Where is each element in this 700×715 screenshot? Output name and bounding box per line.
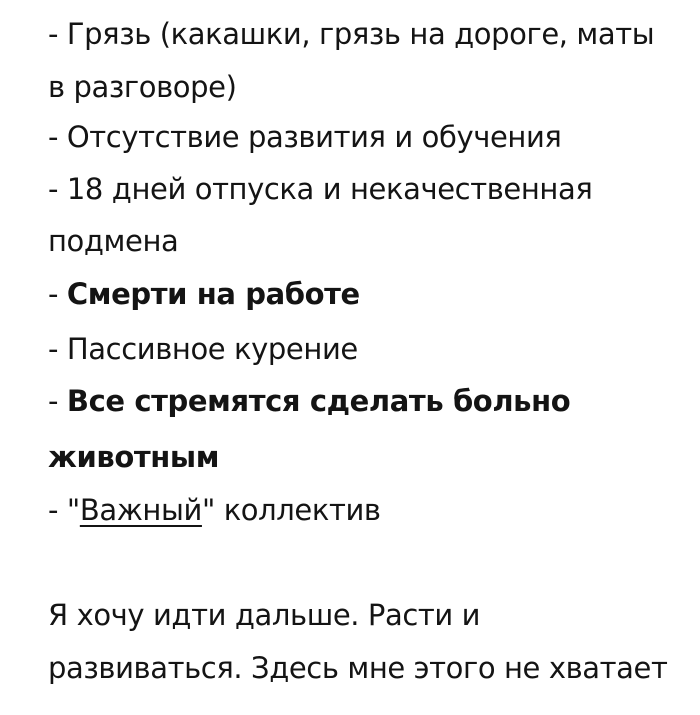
- list-item-no-development: - Отсутствие развития и обучения: [48, 120, 562, 154]
- list-item-animals-continued: животным: [48, 440, 220, 474]
- list-item-deaths-bold-text: Смерти на работе: [66, 277, 360, 311]
- paragraph-line-2: развиваться. Здесь мне этого не хватает: [48, 651, 668, 685]
- list-item-passive-smoking: - Пассивное курение: [48, 332, 358, 366]
- list-item-collective-suffix: " коллектив: [201, 493, 381, 527]
- list-item-dirt: - Грязь (какашки, грязь на дороге, маты: [48, 17, 655, 51]
- list-item-vacation: - 18 дней отпуска и некачественная: [48, 172, 593, 206]
- list-item-collective: [48, 490, 381, 530]
- paragraph-line-1: Я хочу идти дальше. Расти и: [48, 598, 481, 632]
- list-item-animals: [48, 381, 570, 421]
- underlined-word: Важный: [79, 493, 202, 527]
- list-item-prefix: - ": [48, 493, 80, 527]
- list-item-prefix: -: [48, 384, 67, 418]
- list-item-vacation-continued: подмена: [48, 224, 179, 258]
- list-item-deaths: [48, 274, 360, 314]
- list-item-animals-bold-text: Все стремятся сделать больно: [66, 384, 571, 418]
- list-item-prefix: -: [48, 277, 67, 311]
- list-item-dirt-continued: в разговоре): [48, 70, 237, 104]
